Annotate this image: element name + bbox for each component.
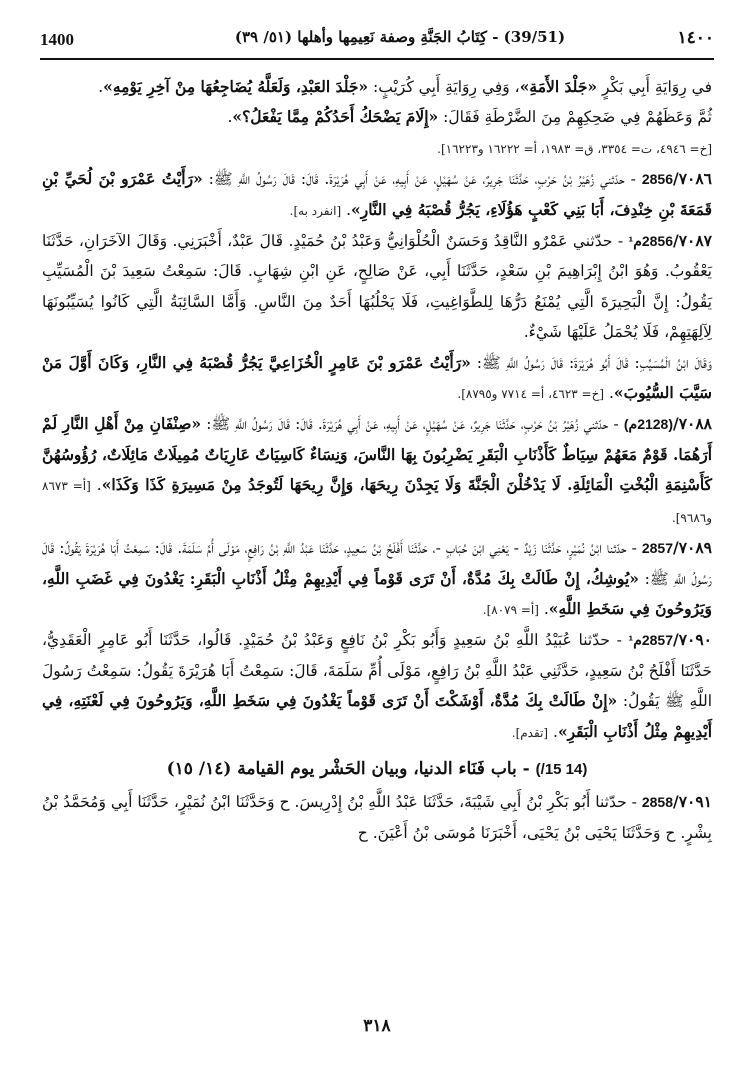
isnad-text: - حدّثني زُهَيْرُ بْنُ حَرْبٍ، حَدَّثَنَا جَرِيرٌ، عَنْ سُهَيْلٍ، عَنْ أَبِيهِ، عَنْ أَبِي هُرَيْرَةَ. قَالَ: قَالَ رَسُولُ اللَّهِ ﷺ: <box>202 170 642 189</box>
matn-text: «جَلْدَ العَبْدِ، وَلَعَلَّهُ يُضَاجِعُهَا مِنْ آخِرِ يَوْمِهِ» <box>103 77 369 96</box>
matn-text: «رَأَيْتُ عَمْرَو بْنَ لُحَيِّ بْنِ قَمَعَةَ بْنِ خِنْدِفَ، أَبَا بَنِي كَعْبٍ هَؤُلَاءِ، يَجُرُّ قُصْبَهُ فِي النَّارِ» <box>42 169 712 219</box>
intl-number: 2857 <box>641 540 674 557</box>
chapter-title: - باب فَنَاء الدنيا، وبيان الحَشْر يوم القيامة <box>231 758 536 779</box>
text-run: في رِوَايَةِ أَبِي بَكْرٍ <box>597 78 712 96</box>
reference-list: [خ= ٤٦٢٣، أ= ٧٧١٤ و٨٧٩٥]. <box>457 387 605 402</box>
isnad-text: - حدّثني عَمْرٌو النَّاقِدُ وَحَسَنٌ الْحُلْوَانِيُّ وَعَبْدُ بْنُ حُمَيْدٍ. قَالَ عَبْدٌ، أَخْبَرَنِي. وَقَالَ الآخَرَانِ، حَدَّثَنَا يَعْقُوبُ. وَهُوَ ابْنُ إِبْرَاهِيمَ بْنِ سَعْدٍ، حَدَّثَنَا أَبِي، عَنْ صَالِحٍ، عَنِ ابْنِ شِهَابٍ. قَالَ: سَمِعْتُ سَعِيدَ بْنَ الْمُسَيِّبِ يَقُولُ: <box>42 232 712 311</box>
hadith-number: ٧٠٨٧/2856م¹ <box>628 231 712 251</box>
page-number: 1400 <box>40 30 74 49</box>
text-run: ، وَفِي رِوَايَةِ أَبِي كُرَيْبٍ: <box>368 78 520 96</box>
reference-list: [خ= ٤٩٤٦، ت= ٣٣٥٤، ق= ١٩٨٣، أ= ١٦٢٢٢ و١٦٢٢٣]. <box>437 141 712 156</box>
hadith-number: ٧٠٨٦/2856 <box>641 169 712 189</box>
matn-text: «صِنْفَانِ مِنْ أَهْلِ النَّارِ لَمْ أَرَهُمَا. قَوْمٌ مَعَهُمْ سِيَاطٌ كَأَذْنَابِ الْبَقَرِ يَضْرِبُونَ بِهَا النَّاسَ، وَنِسَاءٌ كَاسِيَاتٌ عَارِيَاتٌ مُمِيلَاتٌ مَائِلَاتٌ، رُؤُوسُهُنَّ كَأَسْنِمَةِ الْبُخْتِ الْمَائِلَةِ. لَا يَدْخُلْنَ الْجَنَّةَ وَلَا يَجِدْنَ رِيحَهَا، وَإِنَّ رِيحَهَا لَتُوجَدُ مِنْ مَسِيرَةِ كَذَا وَكَذَا» <box>42 414 712 495</box>
paragraph-riwaya <box>42 72 712 102</box>
hadith-7086: ٧٠٨٦/2856 - حدّثني زُهَيْرُ بْنُ حَرْبٍ، حَدَّثَنَا جَرِيرٌ، عَنْ سُهَيْلٍ، عَنْ أَبِيهِ، عَنْ أَبِي هُرَيْرَةَ. قَالَ: قَالَ رَسُولُ اللَّهِ ﷺ: «رَأَيْتُ عَمْرَو بْنَ لُحَيِّ بْنِ قَمَعَةَ بْنِ خِنْدِفَ، أَبَا بَنِي كَعْبٍ هَؤُلَاءِ، يَجُرُّ قُصْبَهُ فِي النَّارِ». [انفرد به]. <box>42 169 712 219</box>
intl-number: 2857م¹ <box>628 632 674 649</box>
intl-number: 2856 <box>641 171 674 188</box>
reference-list: [انفرد به]. <box>289 203 342 218</box>
hadith-7087: ٧٠٨٧/2856م¹ - حدّثني عَمْرٌو النَّاقِدُ وَحَسَنٌ الْحُلْوَانِيُّ وَعَبْدُ بْنُ حُمَيْدٍ. قَالَ عَبْدٌ، أَخْبَرَنِي. وَقَالَ الآخَرَانِ، حَدَّثَنَا يَعْقُوبُ. وَهُوَ ابْنُ إِبْرَاهِيمَ بْنِ سَعْدٍ، حَدَّثَنَا أَبِي، عَنْ صَالِحٍ، عَنِ ابْنِ شِهَابٍ. قَالَ: سَمِعْتُ سَعِيدَ بْنَ الْمُسَيِّبِ يَقُولُ: إِنَّ الْبَحِيرَةَ الَّتِي يُمْنَعُ دَرُّهَا لِلطَّوَاغِيتِ، فَلَا يَحْلُبُهَا أَحَدٌ مِنَ النَّاسِ. وَأَمَّا السَّائِبَةُ الَّتِي كَانُوا يُسَيِّبُونَهَا لِآلِهَتِهِمْ، فَلَا يُحْمَلُ عَلَيْهَا شَيْءٌ. <box>42 231 712 342</box>
isnad-text: - حدّثنا ابْنُ نُمَيْرٍ، حَدَّثَنَا زَيْدٌ - يَعْنِي ابْنَ حُبَابٍ -، حَدَّثَنَا أَفْلَحُ بْنُ سَعِيدٍ، حَدَّثَنَا عَبْدُ اللَّهِ بْنُ رَافِعٍ، مَوْلَى أُمِّ سَلَمَةَ. قَالَ: سَمِعْتُ أَبَا هُرَيْرَةَ يَقُولُ: قَالَ رَسُولُ اللَّهِ ﷺ: <box>42 539 713 588</box>
intl-number: 2856م¹ <box>628 233 674 250</box>
chapter-number: (١٤/ ١٥) <box>166 758 232 779</box>
hadith-7091 <box>42 787 712 848</box>
hadith-number: ٧٠٨٨/(2128م) <box>623 414 712 434</box>
footer-page-number: ٣١٨ <box>363 1016 391 1036</box>
chapter-heading <box>42 754 712 785</box>
isnad-text: - حدّثنا عُبَيْدُ اللَّهِ بْنُ سَعِيدٍ وَأَبُو بَكْرِ بْنُ نَافِعٍ وَعَبْدُ بْنُ حُمَيْدٍ. قَالُوا، حَدَّثَنَا أَبُو عَامِرٍ الْعَقَدِيُّ، حَدَّثَنَا أَفْلَحُ بْنُ سَعِيدٍ، حَدَّثَنِي عَبْدُ اللَّهِ بْنُ رَافِعٍ، مَوْلَى أُمِّ سَلَمَةَ، قَالَ: سَمِعْتُ أَبَا هُرَيْرَةَ يَقُولُ: سَمِعْتُ رَسُولَ اللَّهِ ﷺ يَقُولُ: <box>42 631 713 711</box>
intl-number: 2858 <box>641 794 674 811</box>
reference-list: [تقدم]. <box>511 725 549 740</box>
matn-text: «رَأَيْتُ عَمْرَو بْنَ عَامِرٍ الْخُزَاعِيَّ يَجُرُّ قُصْبَهُ فِي النَّارِ، وَكَانَ أَوَّلَ مَنْ سَيَّبَ السُّيُوبَ» <box>42 352 712 403</box>
hadith-number: ٧٠٩١/2858 <box>641 792 712 812</box>
reference-list: [أ= ٨٠٧٩]. <box>482 602 539 617</box>
hadith-number: ٧٠٨٩/2857 <box>641 538 712 558</box>
matn-text: «إِلَامَ يَضْحَكُ أَحَدُكُمْ مِمَّا يَفْعَلُ؟» <box>232 107 439 127</box>
matn-text: «إِنْ طَالَتْ بِكَ مُدَّةٌ، أَوْشَكْتَ أَنْ تَرَى قَوْماً يَغْدُونَ فِي سَخَطِ اللَّهِ، وَيَرُوحُونَ فِي لَعْنَتِهِ، فِي أَيْدِيهِمْ مِثْلُ أَذْنَابِ الْبَقَرِ» <box>42 691 712 741</box>
isnad-text: - حدّثني زُهَيْرُ بْنُ حَرْبٍ، حَدَّثَنَا جَرِيرٌ، عَنْ سُهَيْلٍ، عَنْ أَبِيهِ، عَنْ أَبِي هُرَيْرَةَ. قَالَ: قَالَ رَسُولُ اللَّهِ ﷺ: <box>201 415 624 434</box>
paragraph-waaz <box>42 102 712 164</box>
page-body <box>42 72 712 848</box>
text-run: . <box>98 78 104 96</box>
hadith-7090: ٧٠٩٠/2857م¹ - حدّثنا عُبَيْدُ اللَّهِ بْنُ سَعِيدٍ وَأَبُو بَكْرِ بْنُ نَافِعٍ وَعَبْدُ بْنُ حُمَيْدٍ. قَالُوا، حَدَّثَنَا أَبُو عَامِرٍ الْعَقَدِيُّ، حَدَّثَنَا أَفْلَحُ بْنُ سَعِيدٍ، حَدَّثَنِي عَبْدُ اللَّهِ بْنُ رَافِعٍ، مَوْلَى أُمِّ سَلَمَةَ، قَالَ: سَمِعْتُ أَبَا هُرَيْرَةَ يَقُولُ: سَمِعْتُ رَسُولَ اللَّهِ ﷺ يَقُولُ: «إِنْ طَالَتْ بِكَ مُدَّةٌ، أَوْشَكْتَ أَنْ تَرَى قَوْماً يَغْدُونَ فِي سَخَطِ اللَّهِ، وَيَرُوحُونَ فِي لَعْنَتِهِ، فِي أَيْدِيهِمْ مِثْلُ أَذْنَابِ الْبَقَرِ». [تقدم]. <box>42 630 713 741</box>
page-number-arabic: ١٤٠٠ <box>677 28 714 48</box>
hadith-7087-continued: وَقَالَ ابْنُ الْمُسَيِّبِ: قَالَ أَبُو هُرَيْرَةَ: قَالَ رَسُولُ اللَّهِ ﷺ: «رَأَيْتُ عَمْرَو بْنَ عَامِرٍ الْخُزَاعِيَّ يَجُرُّ قُصْبَهُ فِي النَّارِ، وَكَانَ أَوَّلَ مَنْ سَيَّبَ السُّيُوبَ». [خ= ٤٦٢٣، أ= ٧٧١٤ و٨٧٩٥]. <box>42 352 712 403</box>
hadith-7088: ٧٠٨٨/(2128م) - حدّثني زُهَيْرُ بْنُ حَرْبٍ، حَدَّثَنَا جَرِيرٌ، عَنْ سُهَيْلٍ، عَنْ أَبِيهِ، عَنْ أَبِي هُرَيْرَةَ. قَالَ: قَالَ رَسُولُ اللَّهِ ﷺ: «صِنْفَانِ مِنْ أَهْلِ النَّارِ لَمْ أَرَهُمَا. قَوْمٌ مَعَهُمْ سِيَاطٌ كَأَذْنَابِ الْبَقَرِ يَضْرِبُونَ بِهَا النَّاسَ، وَنِسَاءٌ كَاسِيَاتٌ عَارِيَاتٌ مُمِيلَاتٌ مَائِلَاتٌ، رُؤُوسُهُنَّ كَأَسْنِمَةِ الْبُخْتِ الْمَائِلَةِ. لَا يَدْخُلْنَ الْجَنَّةَ وَلَا يَجِدْنَ رِيحَهَا، وَإِنَّ رِيحَهَا لَتُوجَدُ مِنْ مَسِيرَةِ كَذَا وَكَذَا». [أ= ٨٦٧٣ و٩٦٨٦]. <box>42 414 712 525</box>
text-run: . <box>227 108 233 127</box>
quote-text: إِنَّ الْبَحِيرَةَ الَّتِي يُمْنَعُ دَرُّهَا لِلطَّوَاغِيتِ، فَلَا يَحْلُبُهَا أَحَدٌ مِنَ النَّاسِ. وَأَمَّا السَّائِبَةُ الَّتِي كَانُوا يُسَيِّبُونَهَا لِآلِهَتِهِمْ، فَلَا يُحْمَلُ عَلَيْهَا شَيْءٌ <box>42 292 712 342</box>
text-run: ثُمَّ وَعَظَهُمْ فِي ضَحِكِهِمْ مِنَ الضَّرْطَةِ فَقَالَ: <box>438 108 712 127</box>
running-title: (39/51) - كِتَابُ الجَنَّةِ وصفة نَعِيمِها وأهلها (٥١/ ٣٩) <box>234 28 566 46</box>
matn-text: «يُوشِكُ، إِنْ طَالَتْ بِكَ مُدَّةٌ، أَنْ تَرَى قَوْماً فِي أَيْدِيهِمْ مِثْلُ أَذْنَابِ الْبَقَرِ: يَغْدُونَ فِي غَضَبِ اللَّهِ، وَيَرُوحُونَ فِي سَخَطِ اللَّهِ» <box>42 568 712 618</box>
hadith-7089: ٧٠٨٩/2857 - حدّثنا ابْنُ نُمَيْرٍ، حَدَّثَنَا زَيْدٌ - يَعْنِي ابْنَ حُبَابٍ -، حَدَّثَنَا أَفْلَحُ بْنُ سَعِيدٍ، حَدَّثَنَا عَبْدُ اللَّهِ بْنُ رَافِعٍ، مَوْلَى أُمِّ سَلَمَةَ. قَالَ: سَمِعْتُ أَبَا هُرَيْرَةَ يَقُولُ: قَالَ رَسُولُ اللَّهِ ﷺ: «يُوشِكُ، إِنْ طَالَتْ بِكَ مُدَّةٌ، أَنْ تَرَى قَوْماً فِي أَيْدِيهِمْ مِثْلُ أَذْنَابِ الْبَقَرِ: يَغْدُونَ فِي غَضَبِ اللَّهِ، وَيَرُوحُونَ فِي سَخَطِ اللَّهِ». [أ= ٨٠٧٩]. <box>42 538 713 618</box>
hadith-number: ٧٠٩٠/2857م¹ <box>628 630 712 650</box>
isnad-text: وَقَالَ ابْنُ الْمُسَيِّبِ: قَالَ أَبُو هُرَيْرَةَ: قَالَ رَسُولُ اللَّهِ ﷺ: <box>470 353 712 372</box>
running-header <box>40 26 714 60</box>
reference-list: [أ= ٨٦٧٣ و٩٦٨٦]. <box>42 479 712 525</box>
intl-number: (2128م) <box>623 416 674 433</box>
matn-text: «جَلْدَ الأَمَةِ» <box>519 77 598 96</box>
isnad-text: - حدّثنا أَبُو بَكْرِ بْنُ أَبِي شَيْبَةَ، حَدَّثَنَا عَبْدُ اللَّهِ بْنُ إِدْرِيسَ. ح وَحَدَّثَنَا ابْنُ نُمَيْرٍ، حَدَّثَنَا أَبِي وَمُحَمَّدُ بْنُ بِشْرٍ. ح وَحَدَّثَنَا يَحْيَى بْنُ يَحْيَى، أَخْبَرَنَا مُوسَى بْنُ أَعْيَنَ. ح <box>42 793 712 842</box>
chapter-intl-number: (14 15/) <box>535 760 588 778</box>
